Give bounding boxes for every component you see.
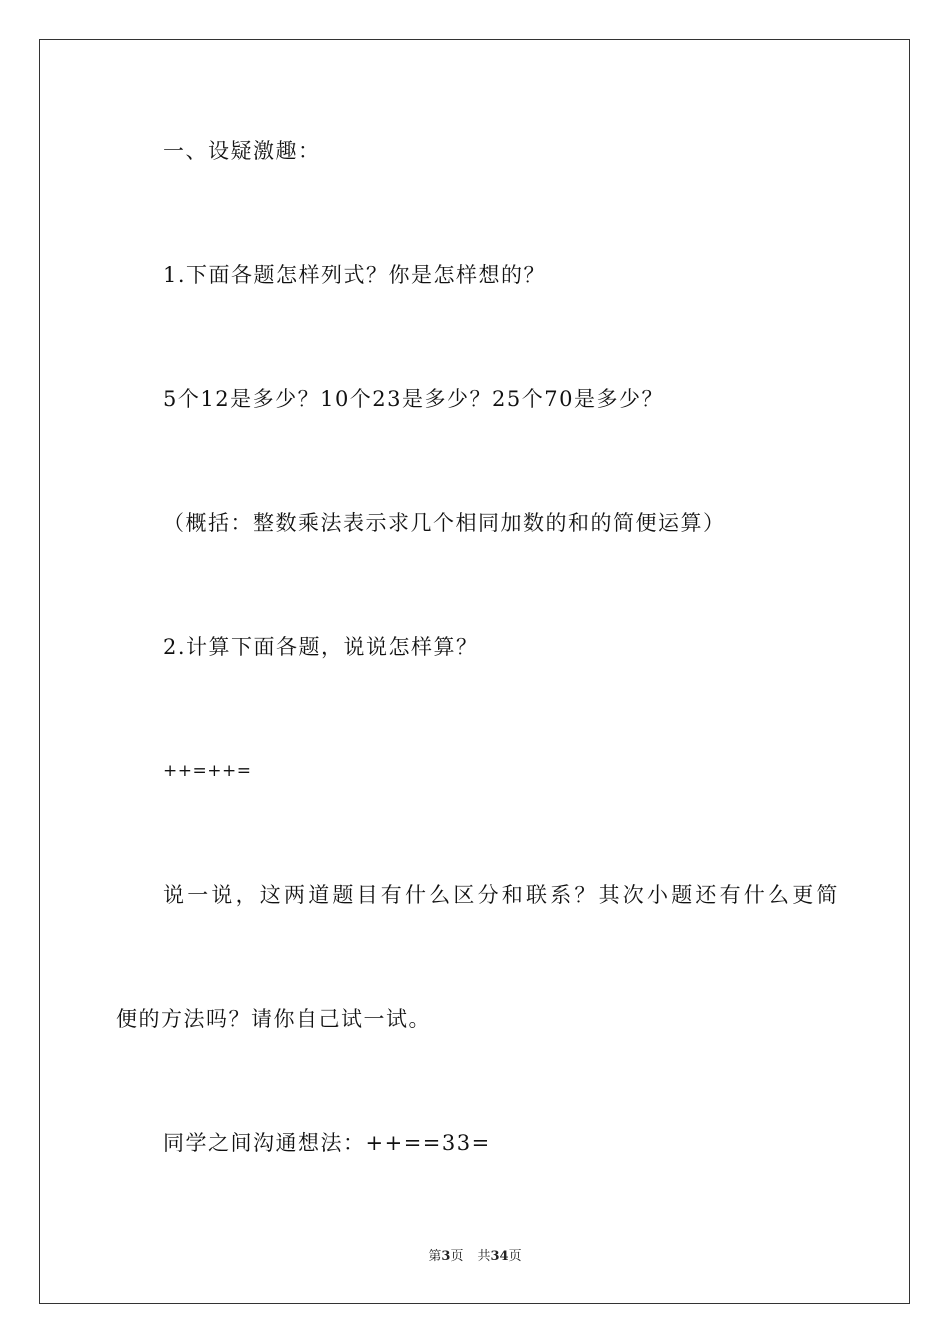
discussion-paragraph-line-1: 说一说，这两道题目有什么区分和联系？其次小题还有什么更简 <box>163 883 841 907</box>
question-2-expressions: ++=++= <box>163 761 252 781</box>
question-2: 2.计算下面各题，说说怎样算？ <box>163 635 479 659</box>
exchange-ideas-line: 同学之间沟通想法：++==33= <box>163 1131 491 1155</box>
section-heading: 一、设疑激趣： <box>163 139 321 163</box>
page-number: 3 <box>441 1249 451 1264</box>
page-border <box>39 39 910 1304</box>
total-suffix: 页 <box>508 1249 522 1264</box>
page-prefix: 第 <box>428 1249 442 1264</box>
question-1-items: 5个12是多少？10个23是多少？25个70是多少？ <box>163 387 664 411</box>
total-pages: 34 <box>490 1249 509 1264</box>
discussion-paragraph-line-2: 便的方法吗？请你自己试一试。 <box>116 1007 431 1031</box>
page-footer <box>0 1248 950 1266</box>
page-suffix: 页 <box>450 1249 464 1264</box>
total-prefix: 共 <box>477 1249 491 1264</box>
summary-note: （概括：整数乘法表示求几个相同加数的和的简便运算） <box>163 511 726 535</box>
question-1: 1.下面各题怎样列式？你是怎样想的？ <box>163 263 547 287</box>
